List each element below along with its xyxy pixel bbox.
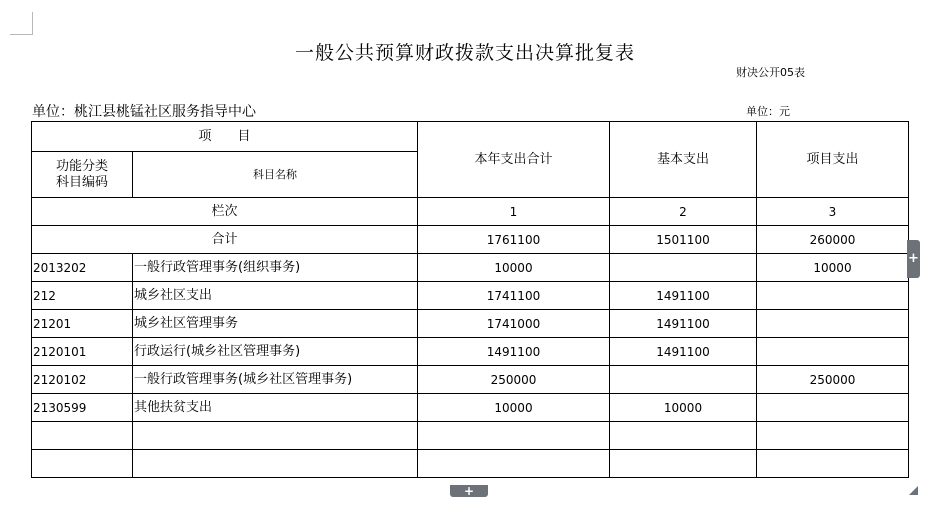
header-basic-cell[interactable]: 基本支出 — [610, 122, 757, 198]
empty-cell[interactable] — [610, 422, 757, 450]
table-row — [32, 282, 909, 310]
unit-currency: 单位：元 — [746, 105, 790, 118]
column-index-1[interactable]: 1 — [418, 198, 610, 226]
row-name[interactable]: 其他扶贫支出 — [133, 394, 418, 422]
table-resize-handle[interactable] — [909, 486, 918, 495]
row-name[interactable]: 城乡社区管理事务 — [133, 310, 418, 338]
header-subject-name-cell[interactable]: 科目名称 — [133, 152, 418, 198]
row-total[interactable]: 10000 — [418, 254, 610, 282]
empty-cell[interactable] — [32, 422, 133, 450]
column-index-3[interactable]: 3 — [757, 198, 909, 226]
add-row-button[interactable] — [450, 485, 488, 497]
header-item-cell[interactable]: 项 目 — [32, 122, 418, 152]
table-row — [32, 310, 909, 338]
unit-name: 单位：桃江县桃锰社区服务指导中心 — [32, 104, 256, 120]
row-basic[interactable] — [610, 366, 757, 394]
table-row — [32, 394, 909, 422]
empty-cell[interactable] — [418, 450, 610, 478]
plus-icon: + — [463, 484, 475, 498]
total-row-project[interactable]: 260000 — [757, 226, 909, 254]
row-total[interactable]: 10000 — [418, 394, 610, 422]
budget-table[interactable] — [31, 121, 909, 478]
row-project[interactable] — [757, 394, 909, 422]
row-code[interactable]: 2120102 — [32, 366, 133, 394]
row-basic[interactable]: 1491100 — [610, 338, 757, 366]
empty-cell[interactable] — [133, 450, 418, 478]
table-row-empty — [32, 450, 909, 478]
table-row — [32, 338, 909, 366]
empty-cell[interactable] — [418, 422, 610, 450]
row-project[interactable]: 250000 — [757, 366, 909, 394]
row-total[interactable]: 250000 — [418, 366, 610, 394]
row-name[interactable]: 一般行政管理事务(组织事务) — [133, 254, 418, 282]
table-row — [32, 254, 909, 282]
row-total[interactable]: 1491100 — [418, 338, 610, 366]
row-basic[interactable] — [610, 254, 757, 282]
empty-cell[interactable] — [757, 422, 909, 450]
empty-cell[interactable] — [32, 450, 133, 478]
row-code[interactable]: 2120101 — [32, 338, 133, 366]
column-index-2[interactable]: 2 — [610, 198, 757, 226]
row-total[interactable]: 1741100 — [418, 282, 610, 310]
table-row — [32, 366, 909, 394]
header-func-code-line1: 功能分类 — [55, 158, 108, 174]
plus-icon: + — [908, 251, 919, 266]
row-basic[interactable]: 10000 — [610, 394, 757, 422]
header-project-cell[interactable]: 项目支出 — [757, 122, 909, 198]
row-code[interactable]: 2130599 — [32, 394, 133, 422]
row-name[interactable]: 一般行政管理事务(城乡社区管理事务) — [133, 366, 418, 394]
row-total[interactable]: 1741000 — [418, 310, 610, 338]
page-corner-mark — [10, 12, 33, 35]
total-row-total[interactable]: 1761100 — [418, 226, 610, 254]
row-code[interactable]: 212 — [32, 282, 133, 310]
row-code[interactable]: 2013202 — [32, 254, 133, 282]
document-code: 财决公开05表 — [736, 66, 805, 79]
total-row-basic[interactable]: 1501100 — [610, 226, 757, 254]
total-row-label[interactable]: 合计 — [32, 226, 418, 254]
row-code[interactable]: 21201 — [32, 310, 133, 338]
row-name[interactable]: 城乡社区支出 — [133, 282, 418, 310]
column-index-label[interactable]: 栏次 — [32, 198, 418, 226]
row-basic[interactable]: 1491100 — [610, 282, 757, 310]
add-column-button[interactable] — [907, 240, 920, 278]
row-project[interactable] — [757, 310, 909, 338]
header-total-cell[interactable]: 本年支出合计 — [418, 122, 610, 198]
empty-cell[interactable] — [757, 450, 909, 478]
document-title: 一般公共预算财政拨款支出决算批复表 — [294, 42, 635, 64]
row-name[interactable]: 行政运行(城乡社区管理事务) — [133, 338, 418, 366]
row-basic[interactable]: 1491100 — [610, 310, 757, 338]
header-func-code-cell[interactable] — [32, 152, 133, 198]
table-row-empty — [32, 422, 909, 450]
row-project[interactable] — [757, 282, 909, 310]
row-project[interactable]: 10000 — [757, 254, 909, 282]
row-project[interactable] — [757, 338, 909, 366]
empty-cell[interactable] — [133, 422, 418, 450]
empty-cell[interactable] — [610, 450, 757, 478]
header-func-code-line2: 科目编码 — [55, 174, 108, 190]
